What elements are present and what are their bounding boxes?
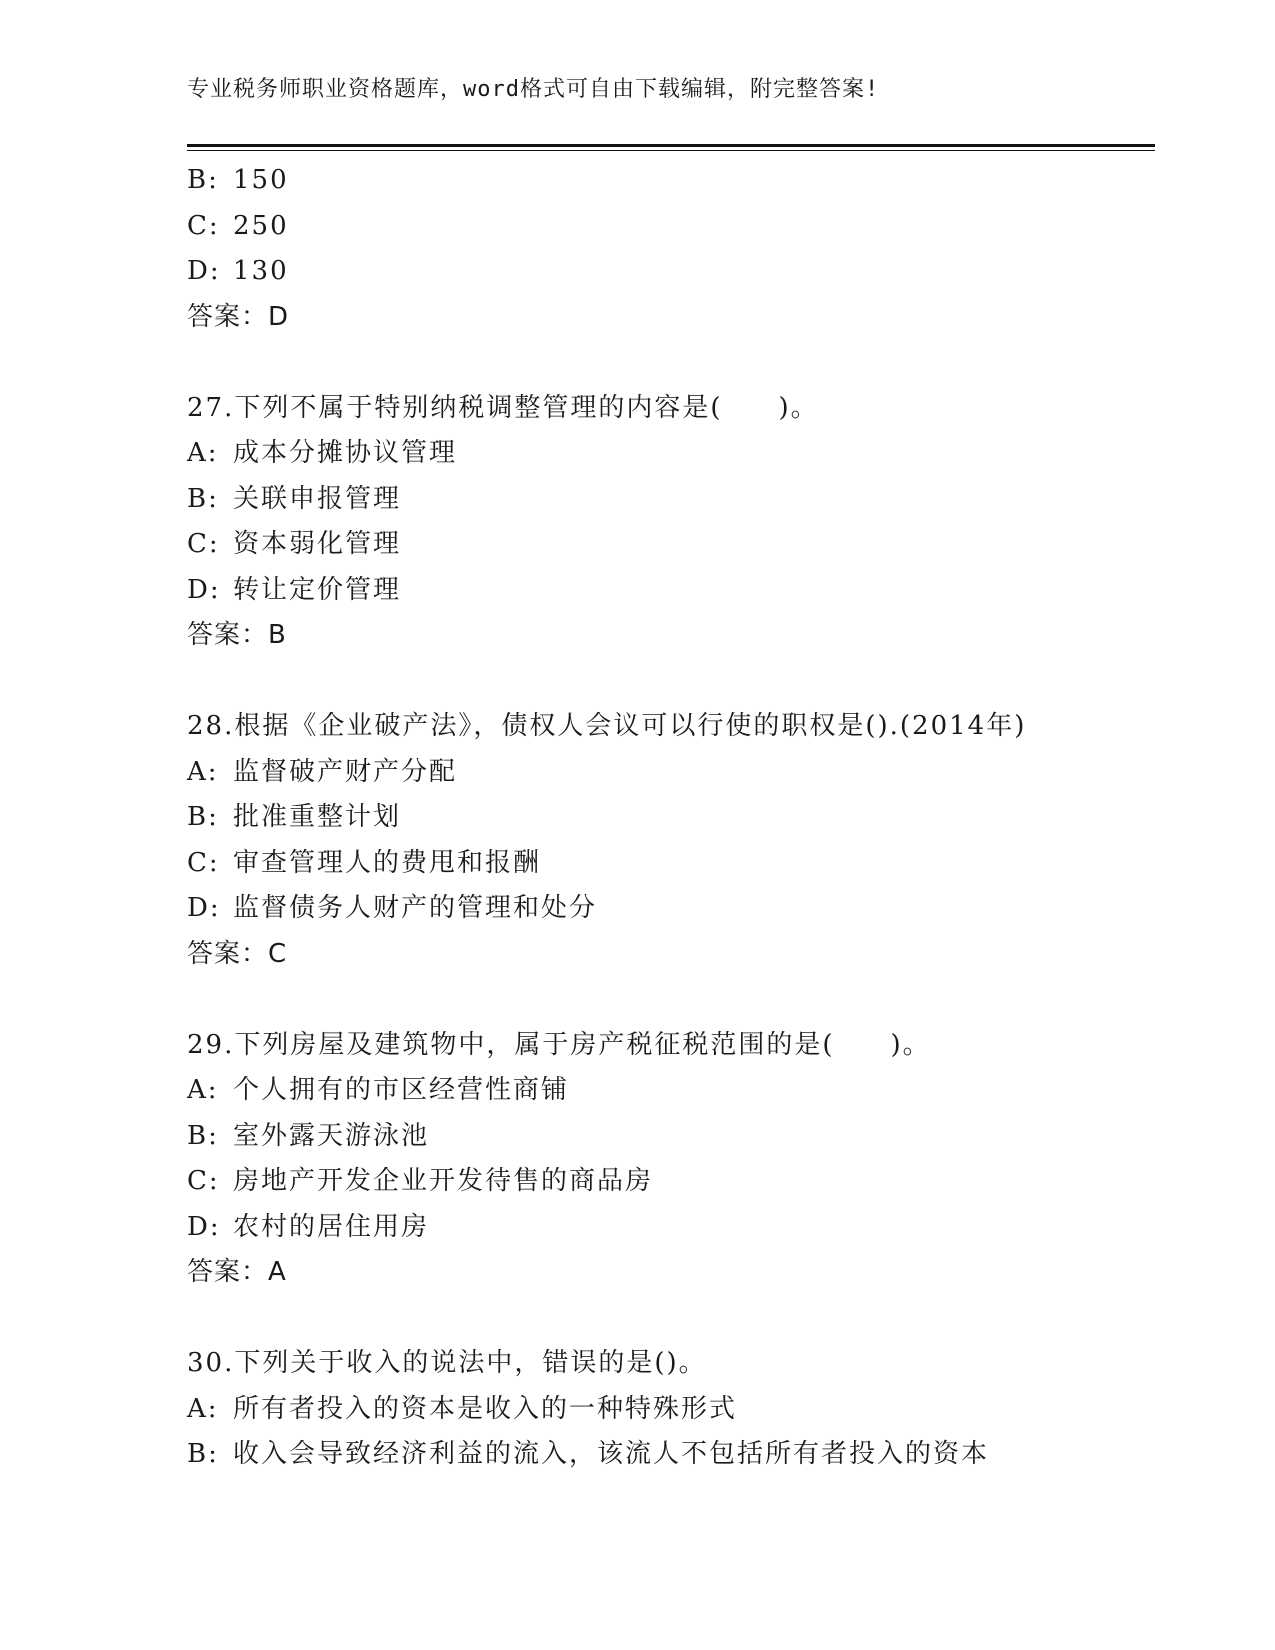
option-b: B: 关联申报管理 [187, 483, 402, 514]
option-d: D: 农村的居住用房 [187, 1211, 430, 1242]
spacer [187, 340, 1155, 386]
option-b: B: 收入会导致经济利益的流入，该流人不包括所有者投入的资本 [187, 1439, 990, 1469]
option-d: D: 监督债务人财产的管理和处分 [187, 893, 598, 923]
option-a: A: 所有者投入的资本是收入的一种特殊形式 [187, 1393, 738, 1424]
spacer [187, 659, 1155, 705]
header-rule-thick [187, 144, 1155, 147]
question-stem: 27.下列不属于特别纳税调整管理的内容是( )。 [187, 392, 819, 423]
option-a: A: 成本分摊协议管理 [187, 438, 458, 468]
answer: 答案：B [187, 620, 287, 650]
answer: 答案：C [187, 938, 288, 969]
option-c: C: 250 [187, 210, 289, 241]
option-d: D: 130 [187, 256, 289, 286]
option-b: B: 150 [187, 165, 289, 195]
option-c: C: 资本弱化管理 [187, 529, 402, 559]
option-b: B: 室外露天游泳池 [187, 1120, 430, 1151]
spacer [187, 1296, 1155, 1342]
question-stem: 29.下列房屋及建筑物中，属于房产税征税范围的是( )。 [187, 1029, 931, 1060]
answer: 答案：D [187, 301, 290, 332]
question-list [187, 158, 1155, 1478]
option-b: B: 批准重整计划 [187, 802, 402, 832]
question-stem: 28.根据《企业破产法》，债权人会议可以行使的职权是().(2014年) [187, 711, 1027, 741]
question-stem: 30.下列关于收入的说法中，错误的是()。 [187, 1348, 707, 1378]
page-header: 专业税务师职业资格题库，word格式可自由下载编辑，附完整答案! [187, 77, 880, 102]
option-c: C: 房地产开发企业开发待售的商品房 [187, 1166, 654, 1196]
option-a: A: 监督破产财产分配 [187, 756, 458, 787]
answer: 答案：A [187, 1257, 287, 1287]
option-d: D: 转让定价管理 [187, 574, 402, 605]
option-a: A: 个人拥有的市区经营性商铺 [187, 1075, 570, 1105]
option-c: C: 审查管理人的费甩和报酬 [187, 847, 542, 878]
header-rule-thin [187, 150, 1155, 151]
spacer [187, 977, 1155, 1023]
